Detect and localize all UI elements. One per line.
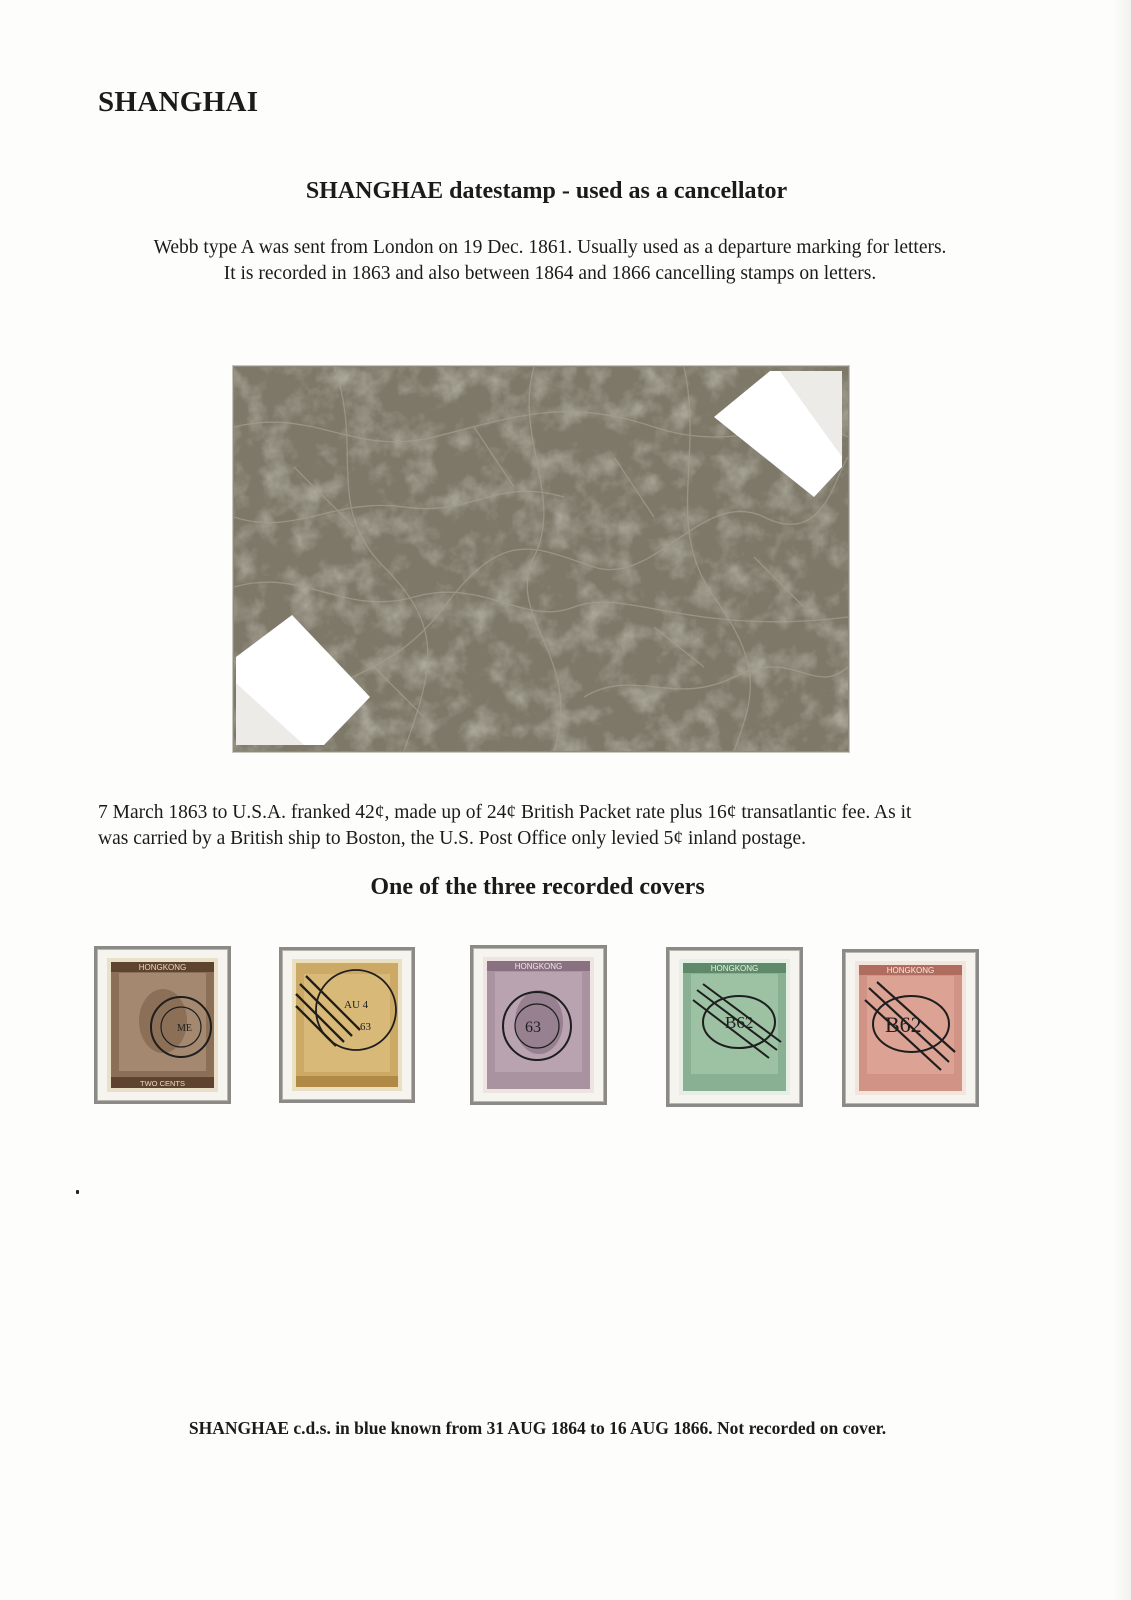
stamp-mount [94, 946, 231, 1104]
cover-texture [234, 367, 848, 751]
cover-caption [98, 800, 998, 852]
page-subtitle: SHANGHAE datestamp - used as a cancellator [305, 178, 788, 204]
cover-caption-line: 7 March 1863 to U.S.A. franked 42¢, made up of 24¢ British Packet rate plus 16¢ transatlantic fee. As it [98, 802, 912, 823]
stamp-3-lilac [473, 948, 604, 1102]
stamp-5-rose [845, 952, 976, 1104]
stamp-4-green [669, 950, 800, 1104]
cover-caption-line: was carried by a British ship to Boston, the U.S. Post Office only levied 5¢ inland postage. [98, 828, 807, 849]
stamp-1-name: HONGKONG [138, 963, 187, 972]
page-speck [76, 1190, 79, 1194]
stamp-mount [279, 947, 415, 1103]
intro-line: Webb type A was sent from London on 19 Dec. 1861. Usually used as a departure marking for letters. [153, 237, 947, 258]
stamp-mount [666, 947, 803, 1107]
stamp-2-yellow [282, 950, 412, 1100]
stamp-5-name: HONGKONG [886, 966, 935, 975]
svg-text:63: 63 [525, 1019, 541, 1036]
intro-line: It is recorded in 1863 and also between 1864 and 1866 cancelling stamps on letters. [223, 263, 877, 284]
stamp-1-value: TWO CENTS [140, 1079, 185, 1088]
stamp-4-cancel: B62 [725, 1013, 754, 1032]
stamp-5-cancel: B62 [885, 1012, 922, 1037]
stamp-2-date-day: AU 4 [344, 999, 369, 1011]
cover-image [233, 366, 849, 752]
footer-note: SHANGHAE c.d.s. in blue known from 31 AUG 1864 to 16 AUG 1866. Not recorded on cover. [188, 1418, 887, 1438]
stamp-mount [470, 945, 607, 1105]
stamp-3-name: HONGKONG [514, 962, 563, 971]
svg-text:ME: ME [177, 1023, 192, 1034]
page-edge-shadow [1113, 0, 1131, 1600]
stamps-heading: One of the three recorded covers [370, 874, 705, 900]
stamp-2-date-year: 63 [360, 1021, 371, 1033]
stamp-4-name: HONGKONG [710, 964, 759, 973]
section-title: SHANGHAI [98, 86, 259, 118]
stamp-mount [842, 949, 979, 1107]
stamp-1-hongkong-two-cents [97, 949, 228, 1101]
intro-text [60, 235, 1040, 287]
